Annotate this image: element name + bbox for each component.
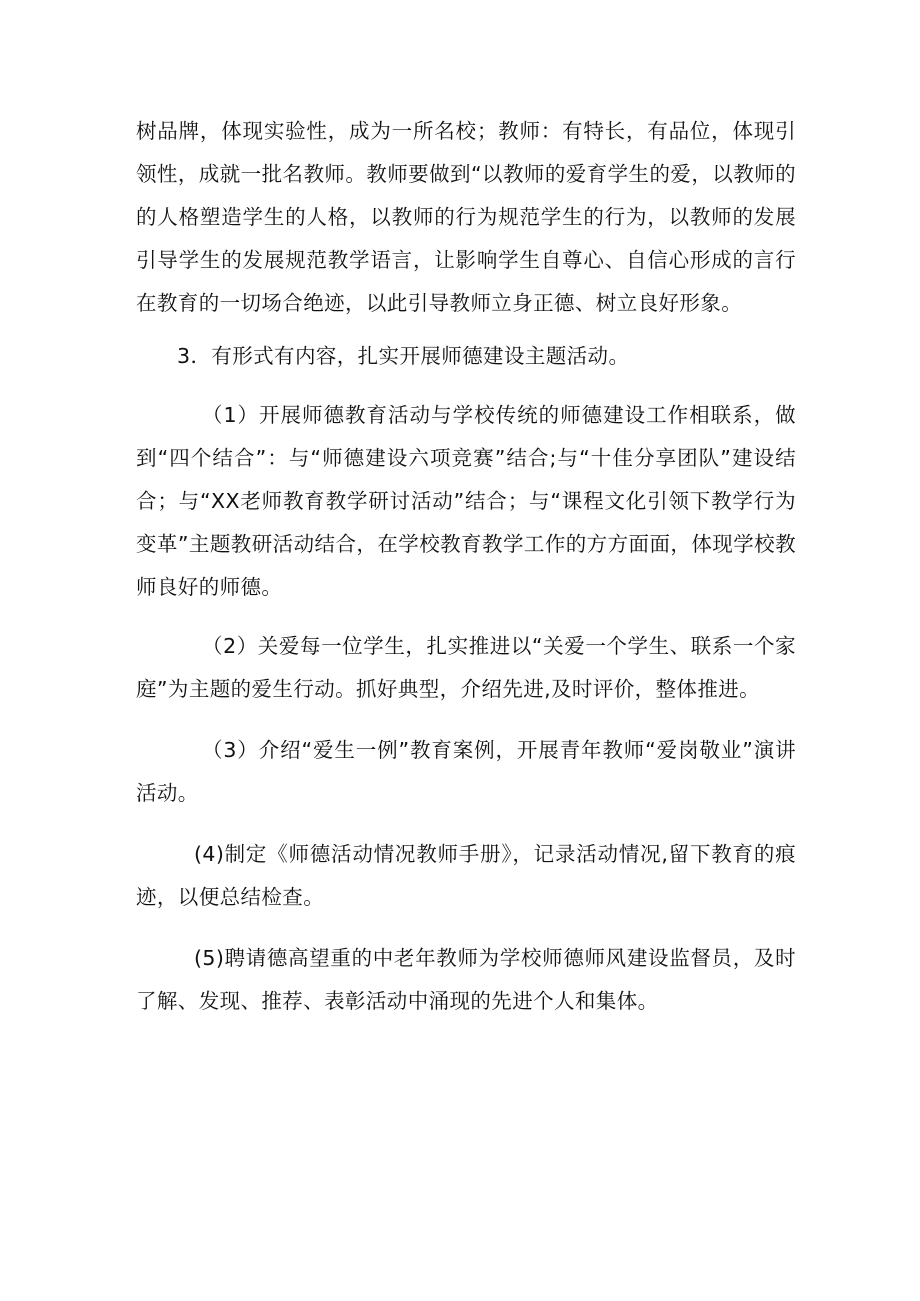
paragraph-school-brand: 树品牌，体现实验性，成为一所名校；教师：有特长，有品位，体现引领性，成就一批名教师。教师要做到“以教师的爱育学生的爱，以教师的的人格塑造学生的人格，以教师的行为规范学生的行为，以教师的发展引导学生的发展规范教学语言，让影响学生自尊心、自信心形成的言行在教育的一切场合绝迹，以此引导教师立身正德、树立良好形象。 xyxy=(136,119,796,315)
section-heading-3: 3．有形式有内容，扎实开展师德建设主题活动。 xyxy=(177,344,630,368)
document-body xyxy=(136,110,796,1023)
list-item-4: (4)制定《师德活动情况教师手册》，记录活动情况,留下教育的痕迹，以便总结检查。 xyxy=(136,842,796,909)
list-item-2: （2）关爱每一位学生，扎实推进以“关爱一个学生、联系一个家庭”为主题的爱生行动。抓好典型，介绍先进,及时评价，整体推进。 xyxy=(136,634,796,701)
list-item-5: (5)聘请德高望重的中老年教师为学校师德师风建设监督员，及时了解、发现、推荐、表彰活动中涌现的先进个人和集体。 xyxy=(136,946,796,1013)
list-item-3: （3）介绍“爱生一例”教育案例，开展青年教师“爱岗敬业”演讲活动。 xyxy=(136,738,796,805)
list-item-1: （1）开展师德教育活动与学校传统的师德建设工作相联系，做到“四个结合”：与“师德建设六项竞赛”结合;与“十佳分享团队”建设结合；与“XX老师教育教学研讨活动”结合；与“课程文化引领下教学行为变革”主题教研活动结合，在学校教育教学工作的方方面面，体现学校教师良好的师德。 xyxy=(136,403,796,599)
